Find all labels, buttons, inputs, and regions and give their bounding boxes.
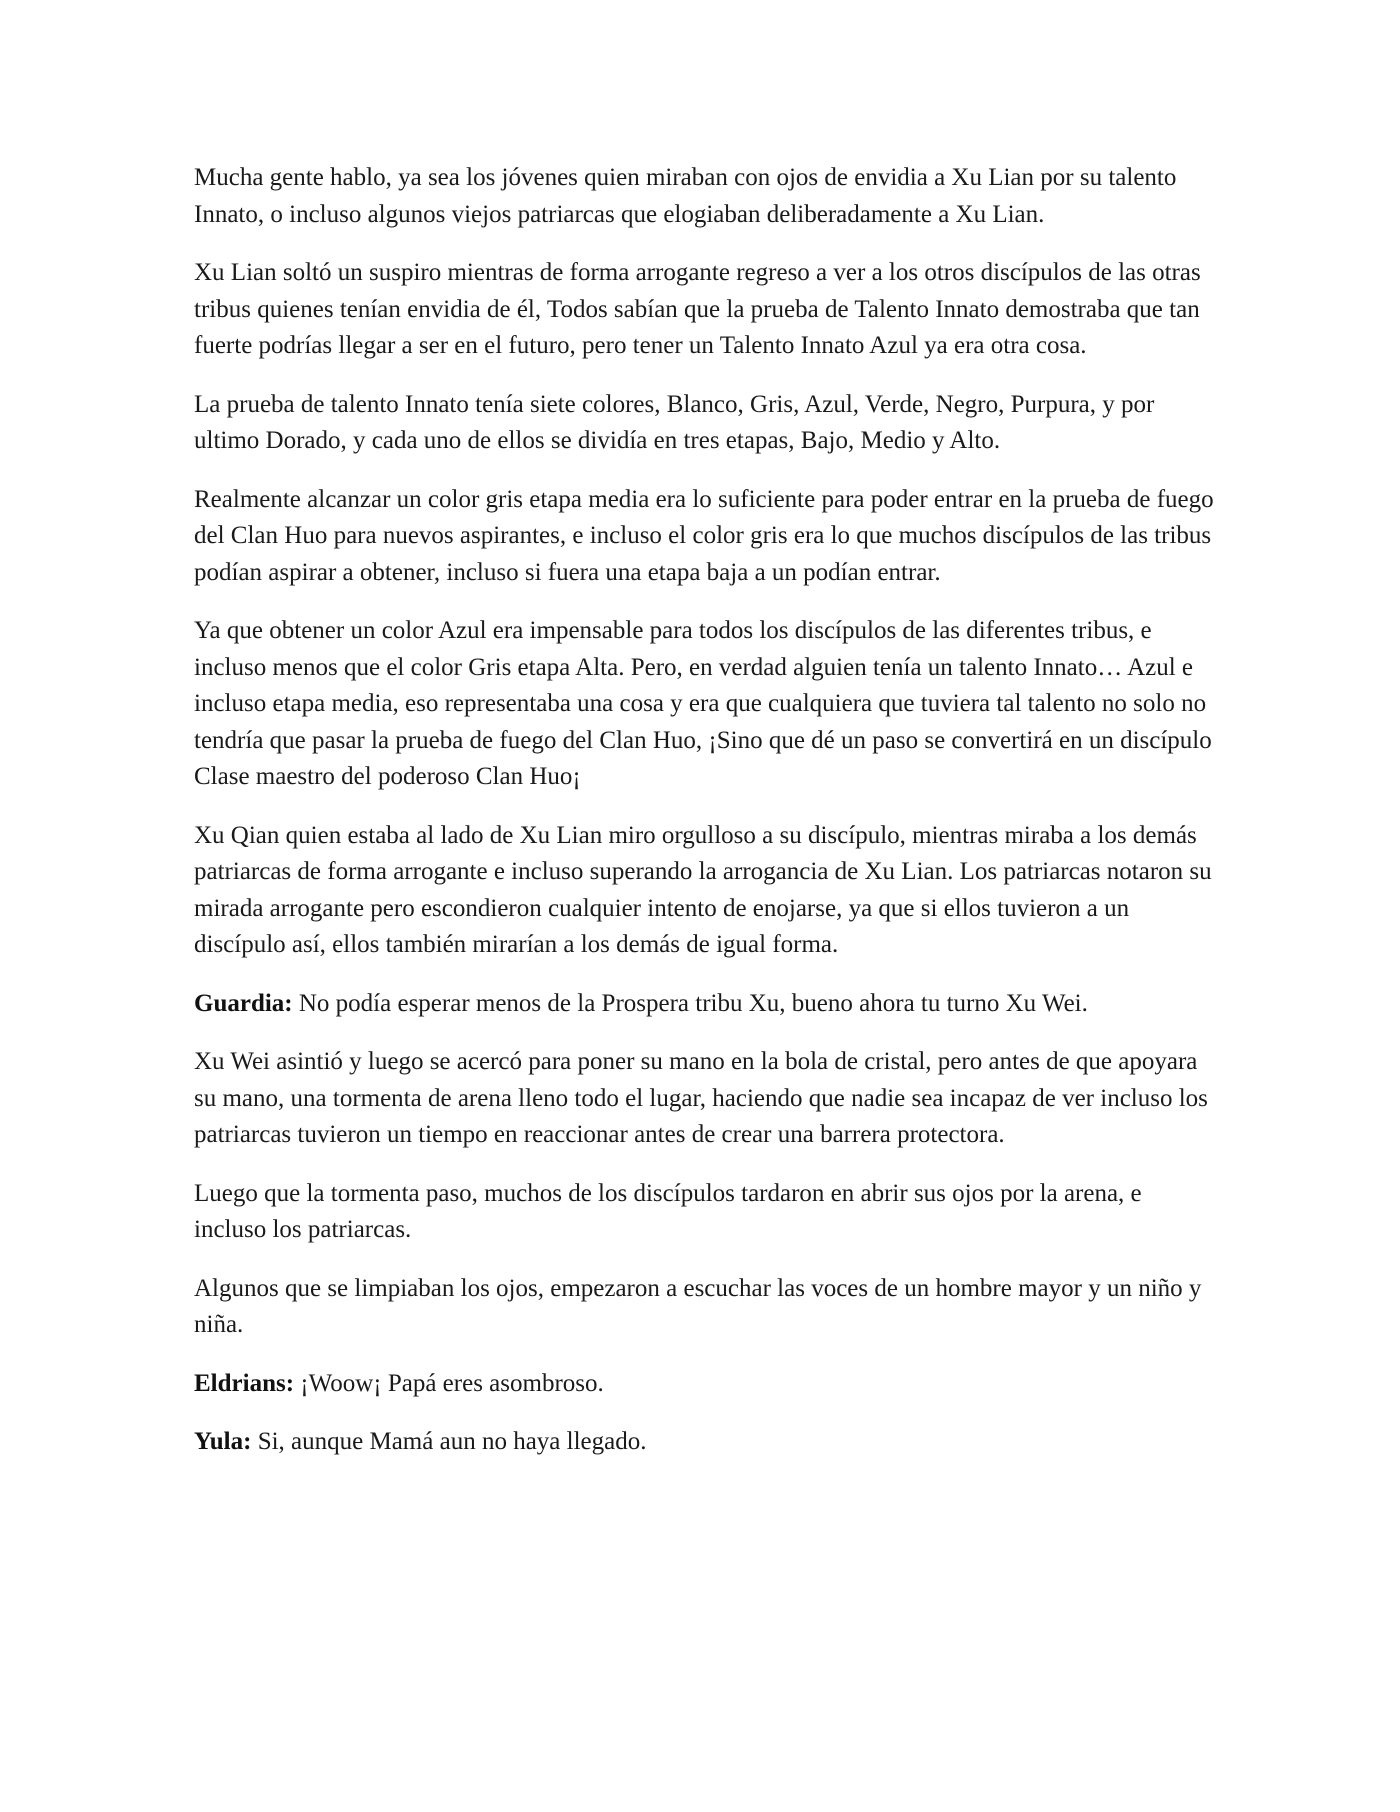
paragraph-3 xyxy=(194,387,1214,460)
paragraph-8 xyxy=(194,1044,1214,1154)
paragraph-9 xyxy=(194,1176,1214,1249)
paragraph-text: Xu Wei asintió y luego se acercó para poner su mano en la bola de cristal, pero antes de que apoyara su mano, una tormenta de arena lleno todo el lugar, haciendo que nadie sea incapaz de ver incluso los patriarcas tuvieron un tiempo en reaccionar antes de crear una barrera protectora. xyxy=(194,1048,1208,1148)
paragraph-2 xyxy=(194,255,1214,365)
paragraph-text: La prueba de talento Innato tenía siete colores, Blanco, Gris, Azul, Verde, Negro, Purpura, y por ultimo Dorado, y cada uno de ellos se dividía en tres etapas, Bajo, Medio y Alto. xyxy=(194,390,1155,454)
dialogue-text: No podía esperar menos de la Prospera tribu Xu, bueno ahora tu turno Xu Wei. xyxy=(292,989,1088,1017)
dialogue-guardia xyxy=(194,986,1214,1023)
dialogue-text: ¡Woow¡ Papá eres asombroso. xyxy=(294,1369,604,1397)
paragraph-text: Ya que obtener un color Azul era impensable para todos los discípulos de las diferentes tribus, e incluso menos que el color Gris etapa Alta. Pero, en verdad alguien tenía un talento Innato… Azul e incluso etapa media, eso representaba una cosa y era que cualquiera que tuviera tal talento no solo no tendría que pasar la prueba de fuego del Clan Huo, ¡Sino que dé un paso se convertirá en un discípulo Clase maestro del poderoso Clan Huo¡ xyxy=(194,617,1212,790)
paragraph-text: Xu Lian soltó un suspiro mientras de forma arrogante regreso a ver a los otros discípulos de las otras tribus quienes tenían envidia de él, Todos sabían que la prueba de Talento Innato demostraba que tan fuerte podrías llegar a ser en el futuro, pero tener un Talento Innato Azul ya era otra cosa. xyxy=(194,259,1201,359)
paragraph-text: Algunos que se limpiaban los ojos, empezaron a escuchar las voces de un hombre mayor y un niño y niña. xyxy=(194,1274,1202,1338)
speaker-name: Guardia: xyxy=(194,989,293,1017)
dialogue-eldrians xyxy=(194,1366,1214,1403)
document-body xyxy=(194,160,1214,1483)
dialogue-yula xyxy=(194,1424,1214,1461)
speaker-name: Yula: xyxy=(194,1428,252,1455)
paragraph-text: Luego que la tormenta paso, muchos de los discípulos tardaron en abrir sus ojos por la arena, e incluso los patriarcas. xyxy=(194,1179,1142,1243)
paragraph-5 xyxy=(194,613,1214,796)
dialogue-text: Si, aunque Mamá aun no haya llegado. xyxy=(251,1428,647,1455)
paragraph-text: Mucha gente hablo, ya sea los jóvenes quien miraban con ojos de envidia a Xu Lian por su talento Innato, o incluso algunos viejos patriarcas que elogiaban deliberadamente a Xu Lian. xyxy=(194,164,1177,228)
paragraph-text: Xu Qian quien estaba al lado de Xu Lian miro orgulloso a su discípulo, mientras miraba a los demás patriarcas de forma arrogante e incluso superando la arrogancia de Xu Lian. Los patriarcas notaron su mirada arrogante pero escondieron cualquier intento de enojarse, ya que si ellos tuvieron a un discípulo así, ellos también mirarían a los demás de igual forma. xyxy=(194,821,1212,958)
paragraph-10 xyxy=(194,1271,1214,1344)
paragraph-6 xyxy=(194,818,1214,964)
paragraph-1 xyxy=(194,160,1214,233)
paragraph-text: Realmente alcanzar un color gris etapa media era lo suficiente para poder entrar en la prueba de fuego del Clan Huo para nuevos aspirantes, e incluso el color gris era lo que muchos discípulos de las tribus podían aspirar a obtener, incluso si fuera una etapa baja a un podían entrar. xyxy=(194,485,1214,586)
paragraph-4 xyxy=(194,482,1214,592)
speaker-name: Eldrians: xyxy=(194,1369,295,1397)
